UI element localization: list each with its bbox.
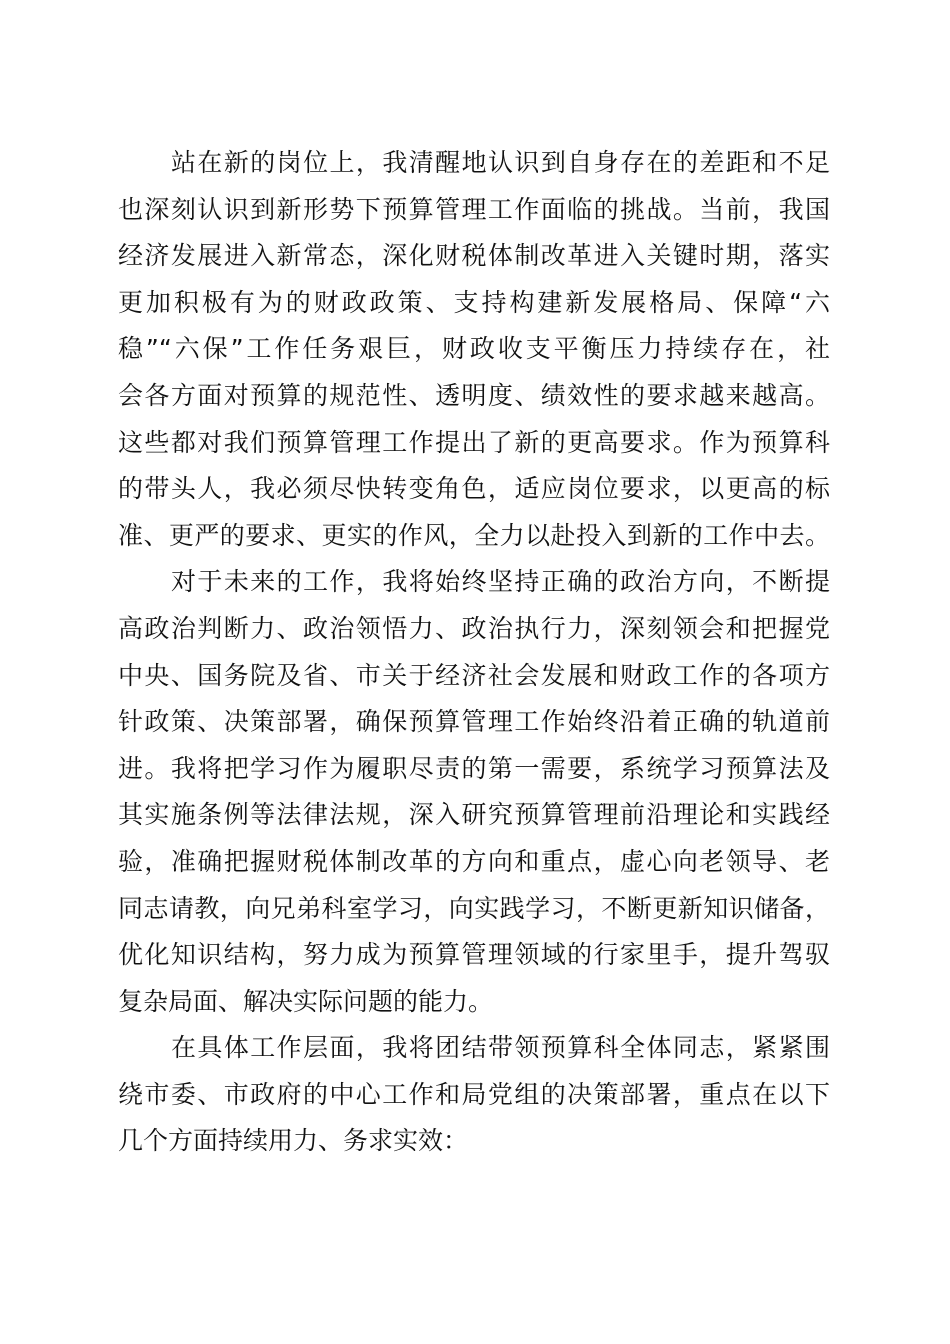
text-line: 进。我将把学习作为履职尽责的第一需要，系统学习预算法及 [118, 753, 830, 783]
text-line: 优化知识结构，努力成为预算管理领域的行家里手，提升驾驭 [118, 940, 830, 970]
paragraph-specific-work [118, 1025, 830, 1165]
text-line: 更加积极有为的财政政策、支持构建新发展格局、保障“六 [118, 287, 830, 317]
text-line: 绕市委、市政府的中心工作和局党组的决策部署，重点在以下 [118, 1079, 830, 1109]
text-line: 在具体工作层面，我将团结带领预算科全体同志，紧紧围 [171, 1033, 830, 1063]
text-line: 中央、国务院及省、市关于经济社会发展和财政工作的各项方 [118, 660, 830, 690]
text-line: 的带头人，我必须尽快转变角色，适应岗位要求，以更高的标 [118, 474, 830, 504]
text-line: 准、更严的要求、更实的作风，全力以赴投入到新的工作中去。 [118, 520, 830, 550]
text-line: 验，准确把握财税体制改革的方向和重点，虚心向老领导、老 [118, 846, 830, 876]
text-line: 这些都对我们预算管理工作提出了新的更高要求。作为预算科 [118, 427, 830, 457]
paragraph-future-work [118, 559, 830, 1025]
text-line: 也深刻认识到新形势下预算管理工作面临的挑战。当前，我国 [118, 194, 830, 224]
text-line: 其实施条例等法律法规，深入研究预算管理前沿理论和实践经 [118, 800, 830, 830]
paragraph-challenges [118, 140, 830, 559]
text-line: 稳”“六保”工作任务艰巨，财政收支平衡压力持续存在，社 [118, 334, 830, 364]
text-line: 同志请教，向兄弟科室学习，向实践学习，不断更新知识储备， [118, 893, 830, 923]
text-line: 几个方面持续用力、务求实效： [118, 1126, 469, 1156]
text-line: 高政治判断力、政治领悟力、政治执行力，深刻领会和把握党 [118, 613, 830, 643]
text-line: 复杂局面、解决实际问题的能力。 [118, 986, 494, 1016]
text-line: 会各方面对预算的规范性、透明度、绩效性的要求越来越高。 [118, 380, 830, 410]
text-line: 对于未来的工作，我将始终坚持正确的政治方向，不断提 [171, 567, 830, 597]
text-line: 针政策、决策部署，确保预算管理工作始终沿着正确的轨道前 [118, 707, 830, 737]
text-line: 站在新的岗位上，我清醒地认识到自身存在的差距和不足 [171, 148, 830, 177]
text-line: 经济发展进入新常态，深化财税体制改革进入关键时期，落实 [118, 241, 830, 271]
document-body [118, 140, 830, 1165]
